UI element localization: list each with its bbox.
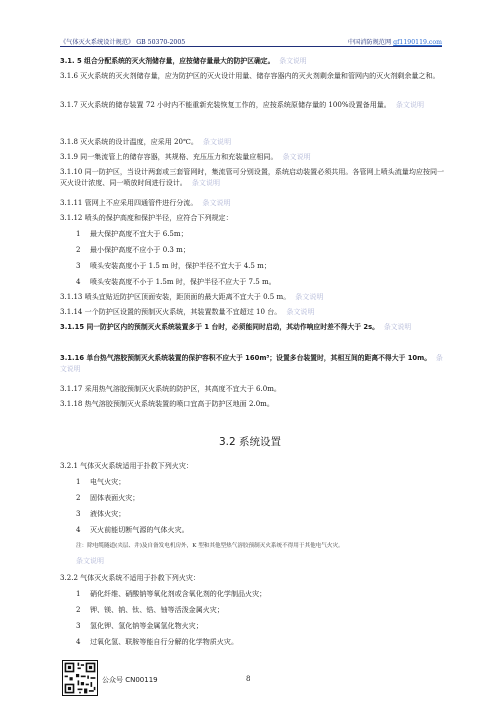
list-item [76,605,446,615]
clause-3-1-16 [60,353,448,374]
clause-text: 3.1.7 灭火系统的储存装置 72 小时内不能重新充装恢复工作的，应按系统原储存量的 100%设置备用量。 [60,100,391,109]
clause-3-2-2 [60,573,448,584]
clause-text: 3.1.16 单台热气溶胶预制灭火系统装置的保护容积不应大于 160m³；设置多台装置时，其相互间的距离不得大于 10m。 [60,354,432,362]
list-item [76,477,446,487]
clause-3-1-6 [60,71,448,82]
header-site-name: 中国消防规范网 [347,39,394,46]
clause-ref-link[interactable]: 条文说明 [286,307,315,316]
item-number: 1 [76,477,81,486]
item-text: 钾、镁、钠、钛、锆、铀等活泼金属火灾； [90,605,224,614]
clause-text: 3.1.12 喷头的保护高度和保护半径，应符合下列规定： [60,213,233,222]
list-item [76,637,446,647]
item-number: 3 [76,509,81,518]
clause-text: 3.1.18 热气溶胶预制灭火系统装置的喷口宜高于防护区地面 2.0m。 [60,399,274,408]
qr-code-icon [62,660,98,696]
clause-ref-link[interactable]: 条文说明 [383,323,412,331]
clause-ref-link[interactable]: 条文说明 [191,177,221,187]
clause-3-1-12 [60,213,448,224]
note-text: 注：除电缆隧道(夹层、井)及自备发电机房外，K 型和其他型热气溶胶预制灭火系统不得用于其他电气火灾。 [76,543,344,549]
item-number: 2 [76,605,81,614]
clause-text: 3.2.2 气体灭火系统不适用于扑救下列火灾： [60,573,200,582]
clause-3-1-5 [60,56,448,67]
item-number: 3 [76,261,81,270]
item-number: 4 [76,525,81,534]
clause-text: 3.1.9 同一集流管上的储存容器，其规格、充压压力和充装量应相同。 [60,152,278,161]
clause-ref-link[interactable]: 条文说明 [76,557,104,565]
item-text: 固体表面火灾； [90,493,140,502]
clause-ref-link[interactable]: 条文说明 [282,152,311,161]
item-number: 1 [76,229,81,238]
list-item [76,493,446,503]
header-site [348,37,442,46]
item-text: 最小保护高度不应小于 0.3 m； [90,245,190,254]
list-item [76,277,446,287]
clause-3-1-9 [60,152,448,163]
clause-ref-link[interactable]: 条文说明 [202,198,231,207]
clause-3-1-14 [60,307,448,318]
clause-3-1-13 [60,292,448,303]
clause-text: 3.1.14 一个防护区设置的预制灭火系统，其装置数量不宜超过 10 台。 [60,307,282,316]
item-text: 液体火灾； [90,509,126,518]
list-item [76,509,446,519]
clause-text: 3.1.6 灭火系统的灭火剂储存量，应为防护区的灭火设计用量、储存容器内的灭火剂剩余量和管网内的灭火剂剩余量之和。 [60,71,440,80]
clause-3-2-1 [60,461,448,472]
clause-text: 3.1.11 管网上不应采用四通管件进行分流。 [60,198,198,207]
item-text: 过氧化氢、联胺等能自行分解的化学物质火灾。 [90,637,238,646]
item-text: 硝化纤维、硝酸钠等氧化剂或含氧化剂的化学制品火灾； [90,589,267,598]
item-text: 氢化钾、氢化钠等金属氢化物火灾； [90,621,203,630]
header-site-link[interactable]: gf1190119.com [393,39,442,46]
clause-text: 3.1.10 同一防护区，当设计两套或三套管网时，集流管可分别设置，系统启动装置必须共用。各管网上喷头流量均应按同一灭火设计浓度、同一喷放时间进行设计。 [60,167,445,187]
clause-3-1-17 [60,384,448,395]
item-number: 2 [76,245,81,254]
item-number: 3 [76,621,81,630]
clause-ref-link[interactable]: 条文说明 [202,137,232,146]
item-text: 灭火前能切断气源的气体火灾。 [90,525,189,534]
clause-3-1-8 [60,137,448,148]
list-item [76,229,446,239]
item-text: 喷头安装高度不小于 1.5m 时，保护半径不应大于 7.5 m。 [90,277,276,286]
item-text: 最大保护高度不宜大于 6.5m； [90,229,188,238]
footer-account: 公众号 CN00119 [102,676,158,684]
clause-3-1-15 [60,322,448,333]
clause-3-1-11 [60,198,448,209]
clause-text: 3.1.13 喷头宜贴近防护区顶面安装，距顶面的最大距离不宜大于 0.5 m。 [60,292,291,301]
item-text: 喷头安装高度小于 1.5 m 时，保护半径不宜大于 4.5 m； [90,261,271,270]
clause-text: 3.1.17 采用热气溶胶预制灭火系统的防护区，其高度不宜大于 6.0m。 [60,384,281,393]
clause-text: 3.1.15 同一防护区内的预制灭火系统装置多于 1 台时，必须能同时启动，其动作响应时差不得大于 2s。 [60,323,379,331]
item-number: 1 [76,589,81,598]
list-item [76,525,446,535]
page-number: 8 [246,675,251,683]
section-title: 3.2 系统设置 [218,436,282,448]
list-item [76,589,446,599]
item-number: 4 [76,637,81,646]
header-title: 《气体灭火系统设计规范》 GB 50370-2005 [60,39,186,46]
clause-text: 3.1. 5 组合分配系统的灭火剂储存量，应按储存量最大的防护区确定。 [60,57,275,65]
clause-ref-link[interactable]: 条文说明 [279,57,307,65]
clause-text: 3.2.1 气体灭火系统适用于扑救下列火灾： [60,461,193,470]
header-rule [60,46,442,47]
clause-ref-link[interactable]: 条文说明 [295,292,324,301]
clause-text: 3.1.8 灭火系统的设计温度，应采用 20℃。 [60,137,198,146]
item-text: 电气火灾； [90,477,126,486]
clause-3-1-18 [60,399,448,410]
list-item [76,621,446,631]
list-item [76,261,446,271]
clause-ref-link[interactable]: 条文说明 [60,354,443,373]
clause-ref-link[interactable]: 条文说明 [395,100,425,109]
item-number: 4 [76,277,81,286]
item-number: 2 [76,493,81,502]
list-item [76,245,446,255]
clause-3-1-7 [60,100,448,111]
clause-3-1-10 [60,167,448,188]
